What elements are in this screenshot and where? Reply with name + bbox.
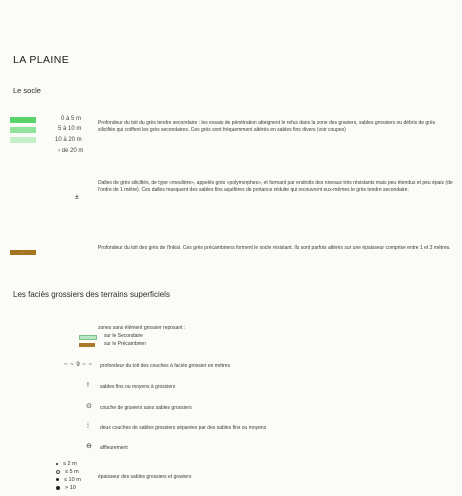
graviers-icon: ⊙: [86, 403, 92, 410]
depth-label-2: 5 à 10 m: [58, 126, 82, 132]
swatch-secondaire: [79, 335, 97, 340]
deux-couches-label: deux couches de sables grossiers séparées par des sables fins ou moyens: [100, 425, 267, 431]
dot-medium-icon: [56, 478, 59, 481]
inkisi-description: Profondeur du toit des grès de l'Inkisi. Ces grès précambriens forment le socle résistant. Ils sont parfois altérés sur une épaisseur comprise entre 1 et 3 mètres.: [98, 245, 451, 251]
sables-fins-icon: !: [87, 382, 89, 389]
thickness-label-1: ≤ 2 m: [63, 461, 77, 467]
zones-label: zones sans élément grossier reposant :: [98, 325, 186, 331]
thickness-label-2: ≤ 5 m: [65, 469, 79, 475]
depth-label-1: 0 à 5 m: [61, 116, 82, 122]
swatch-10-20m: [10, 137, 36, 143]
dot-ring-icon: [56, 470, 60, 474]
swatch-inkisi: ~~: [10, 250, 36, 255]
label-secondaire: sur le Secondaire: [104, 333, 143, 339]
depth-description: Profondeur du toit du grès tendre secondaire : les essais de pénétration atteignent le refus dans la zone des graviers, sables grossiers ou débris de grès silicifiés qui coiffent les grès secondaires. Ces grès sont fréquemment altérés en sables fins divers (voir coupes): [98, 120, 436, 134]
thickness-row-3: [56, 477, 81, 483]
swatch-0-5m: [10, 117, 36, 123]
page-title: LA PLAINE: [13, 54, 70, 66]
sables-fins-label: sables fins ou moyens à grossiers: [100, 384, 176, 390]
graviers-label: couche de graviers sans sables grossiers: [100, 405, 192, 411]
depth-label-3: 10 à 20 m: [55, 137, 82, 143]
depth-line-label: profondeur du toit des couches à faciès grossier en mètres: [100, 363, 231, 369]
dot-large-icon: [56, 486, 60, 490]
thickness-description: épaisseur des sables grossiers et graviers: [98, 474, 192, 480]
thickness-row-4: [56, 485, 76, 491]
section-heading-facies: Les faciès grossiers des terrains superficiels: [13, 290, 170, 299]
depth-line-symbol: ~ ~ 9 ~ ~: [64, 362, 93, 368]
depth-label-4: › de 20 m: [58, 148, 84, 154]
thickness-label-4: > 10: [65, 485, 76, 491]
thickness-row-1: [56, 461, 77, 467]
dalles-description: Dalles de grès silicifiés, de type «meulière», appelés grès «polymorphes», et formant par endroits des niveaux très résistants mais peu étendus et peu épais (de l'ordre de 1 mètre). Ces dalles masquent des sables fins aquifères de portance réduite qui recouvrent eux-mêmes le grès tendre secondaire.: [98, 180, 453, 194]
label-precambrien: sur le Précambrien: [104, 341, 146, 347]
swatch-precambrien: [79, 343, 95, 347]
dalles-symbol: ±: [75, 194, 79, 201]
swatch-5-10m: [10, 127, 36, 133]
section-heading-socle: Le socle: [13, 86, 41, 95]
deux-couches-icon: ⁞: [87, 423, 89, 430]
dot-small-icon: [56, 463, 58, 465]
thickness-label-3: ≤ 10 m: [64, 477, 81, 483]
thickness-row-2: [56, 469, 79, 475]
affleurement-icon: ⊖: [86, 443, 92, 450]
affleurement-label: affleurement: [100, 445, 128, 451]
